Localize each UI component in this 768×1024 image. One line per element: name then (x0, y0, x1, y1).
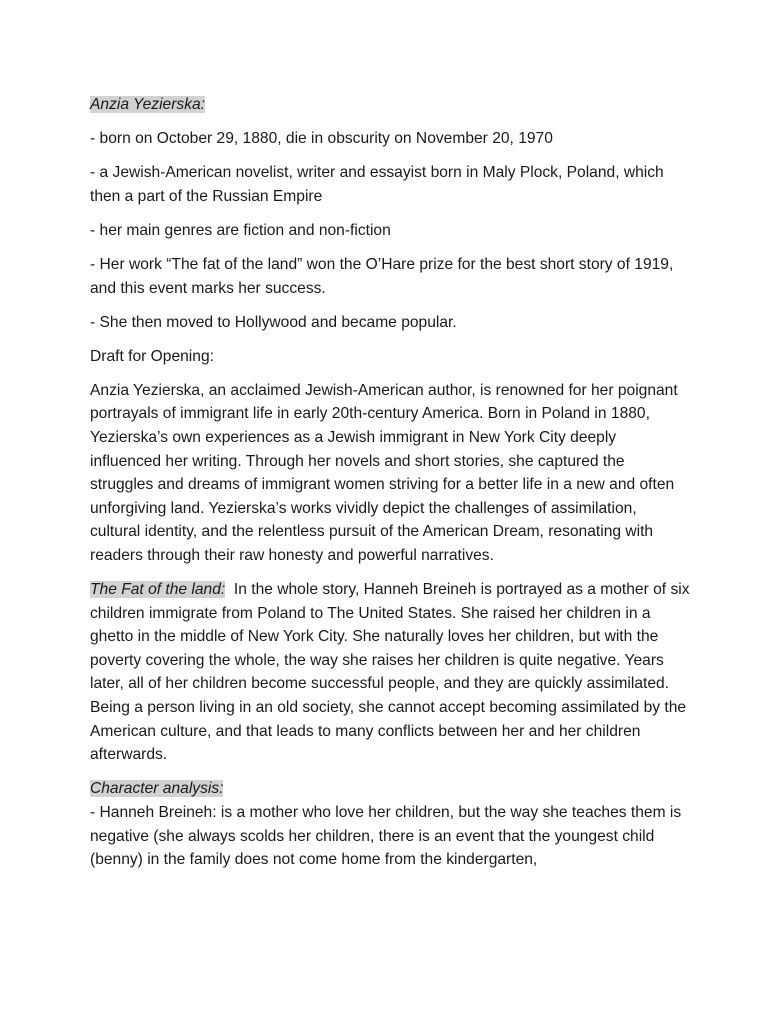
fat-of-the-land-text: In the whole story, Hanneh Breineh is portrayed as a mother of six children immigrate from Poland to The United States. She raised her children in a ghetto in the middle of New York City. She naturally loves her children, but with the poverty covering the whole, the way she raises her children is quite negative. Years later, all of her children become successful people, and they are quickly assimilated. Being a person living in an old society, she cannot accept becoming assimilated by the American culture, and that leads to many conflicts between her and her children afterwards. (90, 581, 694, 764)
fat-of-the-land-heading: The Fat of the land: (90, 581, 226, 599)
title-paragraph (90, 93, 690, 117)
document-page (90, 93, 694, 872)
character-analysis-heading: Character analysis: (90, 780, 224, 798)
opening-paragraph: Anzia Yezierska, an acclaimed Jewish-American author, is renowned for her poignant portrayals of immigrant life in early 20th-century America. Born in Poland in 1880, Yezierska’s own experiences as a Jewish immigrant in New York City deeply influenced her writing. Through her novels and short stories, she captured the struggles and dreams of immigrant women striving for a better life in a new and often unforgiving land. Yezierska’s works vividly depict the challenges of assimilation, cultural identity, and the relentless pursuit of the American Dream, resonating with readers through their raw honesty and powerful narratives. (90, 381, 678, 564)
character-analysis-paragraph: - Hanneh Breineh: is a mother who love her children, but the way she teaches them is negative (she always scolds her children, there is an event that the youngest child (benny) in the family does not come home from the kindergarten, (90, 803, 682, 869)
bullet-hollywood: - She then moved to Hollywood and became popular. (90, 313, 457, 331)
author-heading: Anzia Yezierska: (90, 96, 205, 113)
character-analysis-title (90, 777, 690, 801)
fat-of-the-land-paragraph (90, 578, 694, 767)
bullet-prize: - Her work “The fat of the land” won the O’Hare prize for the best short story of 1919, and this event marks her success. (90, 255, 674, 297)
bullet-birth-death: - born on October 29, 1880, die in obscurity on November 20, 1970 (90, 130, 553, 148)
bullet-origin: - a Jewish-American novelist, writer and essayist born in Maly Plock, Poland, which then a part of the Russian Empire (90, 164, 664, 205)
draft-label: Draft for Opening: (90, 347, 214, 365)
bullet-genres: - her main genres are fiction and non-fiction (90, 221, 391, 239)
